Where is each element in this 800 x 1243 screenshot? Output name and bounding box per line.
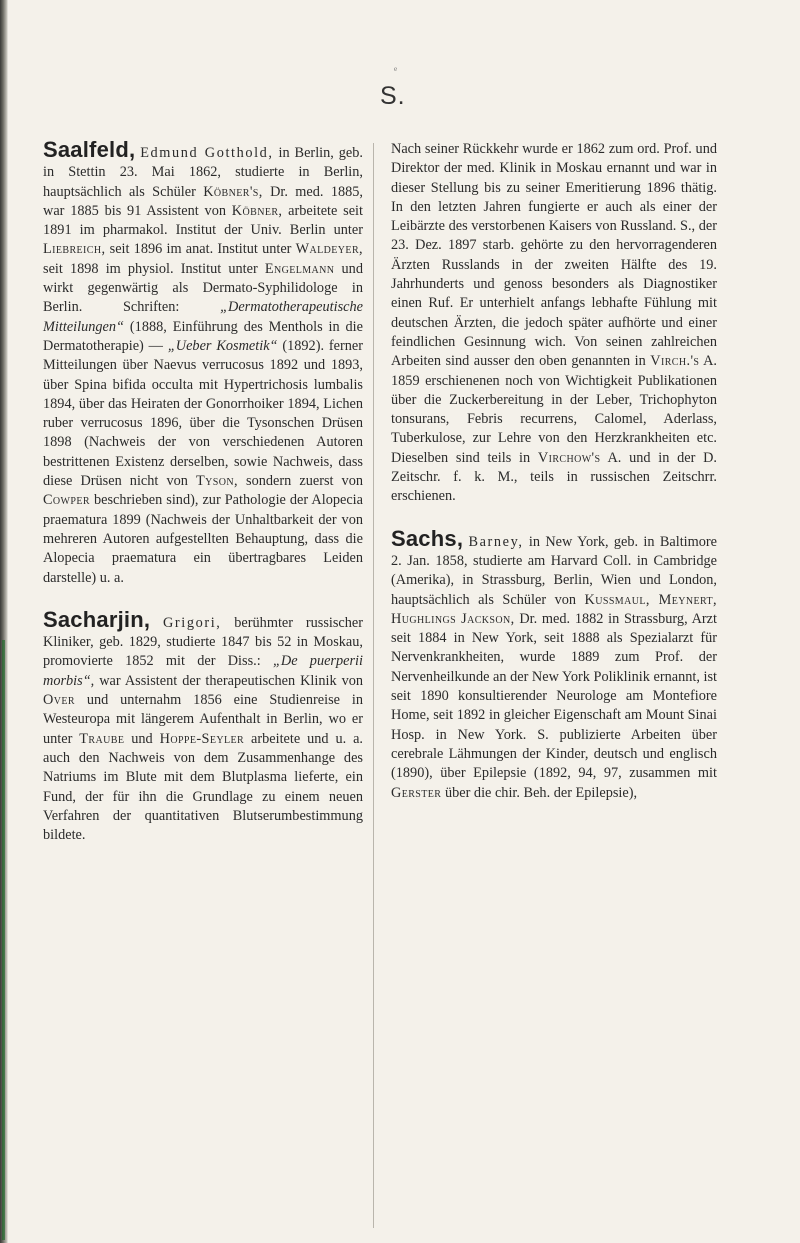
person-name: Waldeyer,: [295, 241, 363, 258]
entry-text: A. und in der D. Zeitschr. f. k. M., teils in russischen Zeitschrr. erschienen.: [391, 449, 717, 505]
entry-given-name: Edmund Gotthold,: [140, 145, 274, 161]
entry-text: seit 1896 im anat. Institut unter: [109, 241, 292, 258]
entry-sacharjin: [43, 606, 364, 846]
entry-text: sondern zuerst von: [246, 473, 364, 490]
person-name: Tyson,: [196, 473, 238, 490]
person-name: Virch.'s: [650, 353, 700, 370]
entry-text: Nach seiner Rückkehr wurde er 1862 zum ord. Prof. und Direktor der med. Klinik in Moskau ernannt und war in dieser Stellung bis zu seiner Emeritierung 1896 thätig. In den letzten Jahren fungierte er auch als einer der Leibärzte des verstorbenen Kaisers von Russland. S., der 23. Dez. 1897 starb. gehörte zu den hervorragenderen Ärzten Russlands in der zweiten Hälfte des 19. Jahrhunderts und genoss besonders als Diagnostiker einen Ruf. Er unterhielt anfangs lebhafte Fühlung mit deutschen Ärzten, die jedoch später aufhörte und einer feindlichen Gesinnung wich. Von seinen zahlreichen Arbeiten sind ausser den oben genannten in: [391, 141, 717, 370]
person-name: Gerster: [391, 784, 442, 801]
person-name: Cowper: [43, 492, 90, 509]
entry-text: A. 1859 erschienenen noch von Wichtigkeit Publikationen über die Zuckerbereitung in der Leber, Trichophyton tonsurans, Febris recurrens, Calomel, Aderlass, Tuberkulose, zur Lehre von den Herzkrankheiten etc. Dieselben sind teils in: [391, 353, 717, 466]
entry-text: arbeitete seit 1891 im pharmakol. Institut der Univ. Berlin unter: [43, 202, 363, 239]
person-name: Engelmann: [264, 260, 335, 277]
entry-text: Dr. med. 1882 in Strassburg, Arzt seit 1884 in New York, seit 1888 als Spezialarzt für Nervenkrankheiten, wurde 1889 zum Prof. der Nervenheilkunde an der New York Poliklinik ernannt, ist seit 1890 konsultierender Neurologe am Montefiore Home, seit 1892 in gleicher Eigenschaft am Mount Sinai Hosp. in New York. S. publizierte Arbeiten über cerebrale Lähmungen der Kinder, deutsch und englisch (1890), über Epilepsie (1892, 94, 97, zusammen mit: [391, 610, 717, 782]
entry-name: Sachs,: [391, 525, 464, 551]
person-name: Traube: [79, 730, 125, 747]
section-letter: S.: [380, 82, 406, 110]
entry-sachs: [391, 525, 718, 803]
entry-text: und wirkt gegenwärtig als Dermato-Syphilidologe in Berlin. Schriften:: [43, 260, 363, 316]
person-name: Kussmaul, Meynert, Hughlings Jackson,: [391, 591, 718, 627]
work-title: „Dermatotherapeutische Mitteilungen“: [43, 299, 364, 335]
person-name: Köbner's,: [203, 183, 263, 200]
person-name: Köbner,: [231, 202, 283, 219]
entry-given-name: Grigori,: [162, 614, 222, 631]
right-column: [391, 140, 717, 825]
person-name: Over: [43, 692, 75, 709]
person-name: Liebreich,: [43, 241, 106, 258]
entry-text: seit 1898 im physiol. Institut unter: [43, 260, 258, 277]
entry-text: arbeitete und u. a. auch den Nachweis von dem Zusammenhange des Natriums im Blute mit dem Blutplasma lieferte, ein Fund, der für ihn die Grundlage zu einem neuen Verfahren der quantitativen Blutserumbestimmung bildete.: [43, 730, 364, 844]
column-divider: [373, 143, 374, 1228]
entry-given-name: Barney,: [468, 533, 524, 550]
entry-text: war Assistent der therapeutischen Klinik von: [99, 672, 364, 689]
entry-text: über die chir. Beh. der Epilepsie),: [444, 784, 638, 801]
entry-saalfeld: [43, 137, 364, 588]
entry-text: und: [131, 730, 153, 747]
entry-text: und unternahm 1856 eine Studienreise in Westeuropa mit längerem Aufenthalt in Berlin, wo er unter: [43, 692, 364, 747]
entry-text: beschrieben sind), zur Pathologie der Alopecia praematura 1899 (Nachweis der Unhaltbarkeit der von mehreren Autoren aufgestellten Behauptung, dass die Alopecia praematura ein übertragbares Leiden darstelle) u. a.: [43, 492, 363, 586]
person-name: Virchow's: [537, 449, 601, 466]
left-column: [43, 137, 364, 867]
entry-text: Dr. med. 1885, war 1885 bis 91 Assistent von: [43, 183, 363, 219]
entry-text: in Berlin, geb. in Stettin 23. Mai 1862, studierte in Berlin, hauptsächlich als Schüler: [43, 145, 363, 200]
work-title: „De puerperii morbis“,: [43, 653, 364, 689]
entry-text: (1888, Einführung des Menthols in die Dermatotherapie) —: [43, 318, 364, 354]
entry-name: Saalfeld,: [43, 137, 136, 162]
entry-text: in New York, geb. in Baltimore 2. Jan. 1858, studierte am Harvard Coll. in Cambridge (Amerika), in Strassburg, Berlin, Wien und London, hauptsächlich als Schüler von: [391, 533, 718, 608]
entry-text: (1892). ferner Mitteilungen über Naevus verrucosus 1892 und 1893, über Spina bifida occulta mit Hypertrichosis lumbalis 1894, über das Heiraten der Gonorrhoiker 1894, Lichen ruber verrucosus 1896, über die Tysonschen Drüsen 1898 (Nachweis der von verschiedenen Autoren bestrittenen Existenz derselben, sowie Nachweis, dass diese Drüsen nicht von: [43, 337, 363, 490]
stray-mark: e: [394, 65, 398, 73]
entry-sacharjin-continued: [391, 140, 717, 507]
entry-text: berühmter russischer Kliniker, geb. 1829, studierte 1847 bis 52 in Moskau, promovierte 1852 mit der Diss.:: [43, 614, 364, 670]
person-name: Hoppe-Seyler: [159, 730, 245, 747]
entry-name: Sacharjin,: [43, 606, 151, 632]
page-binding-edge: [0, 0, 8, 1243]
work-title: „Ueber Kosmetik“: [167, 337, 278, 354]
